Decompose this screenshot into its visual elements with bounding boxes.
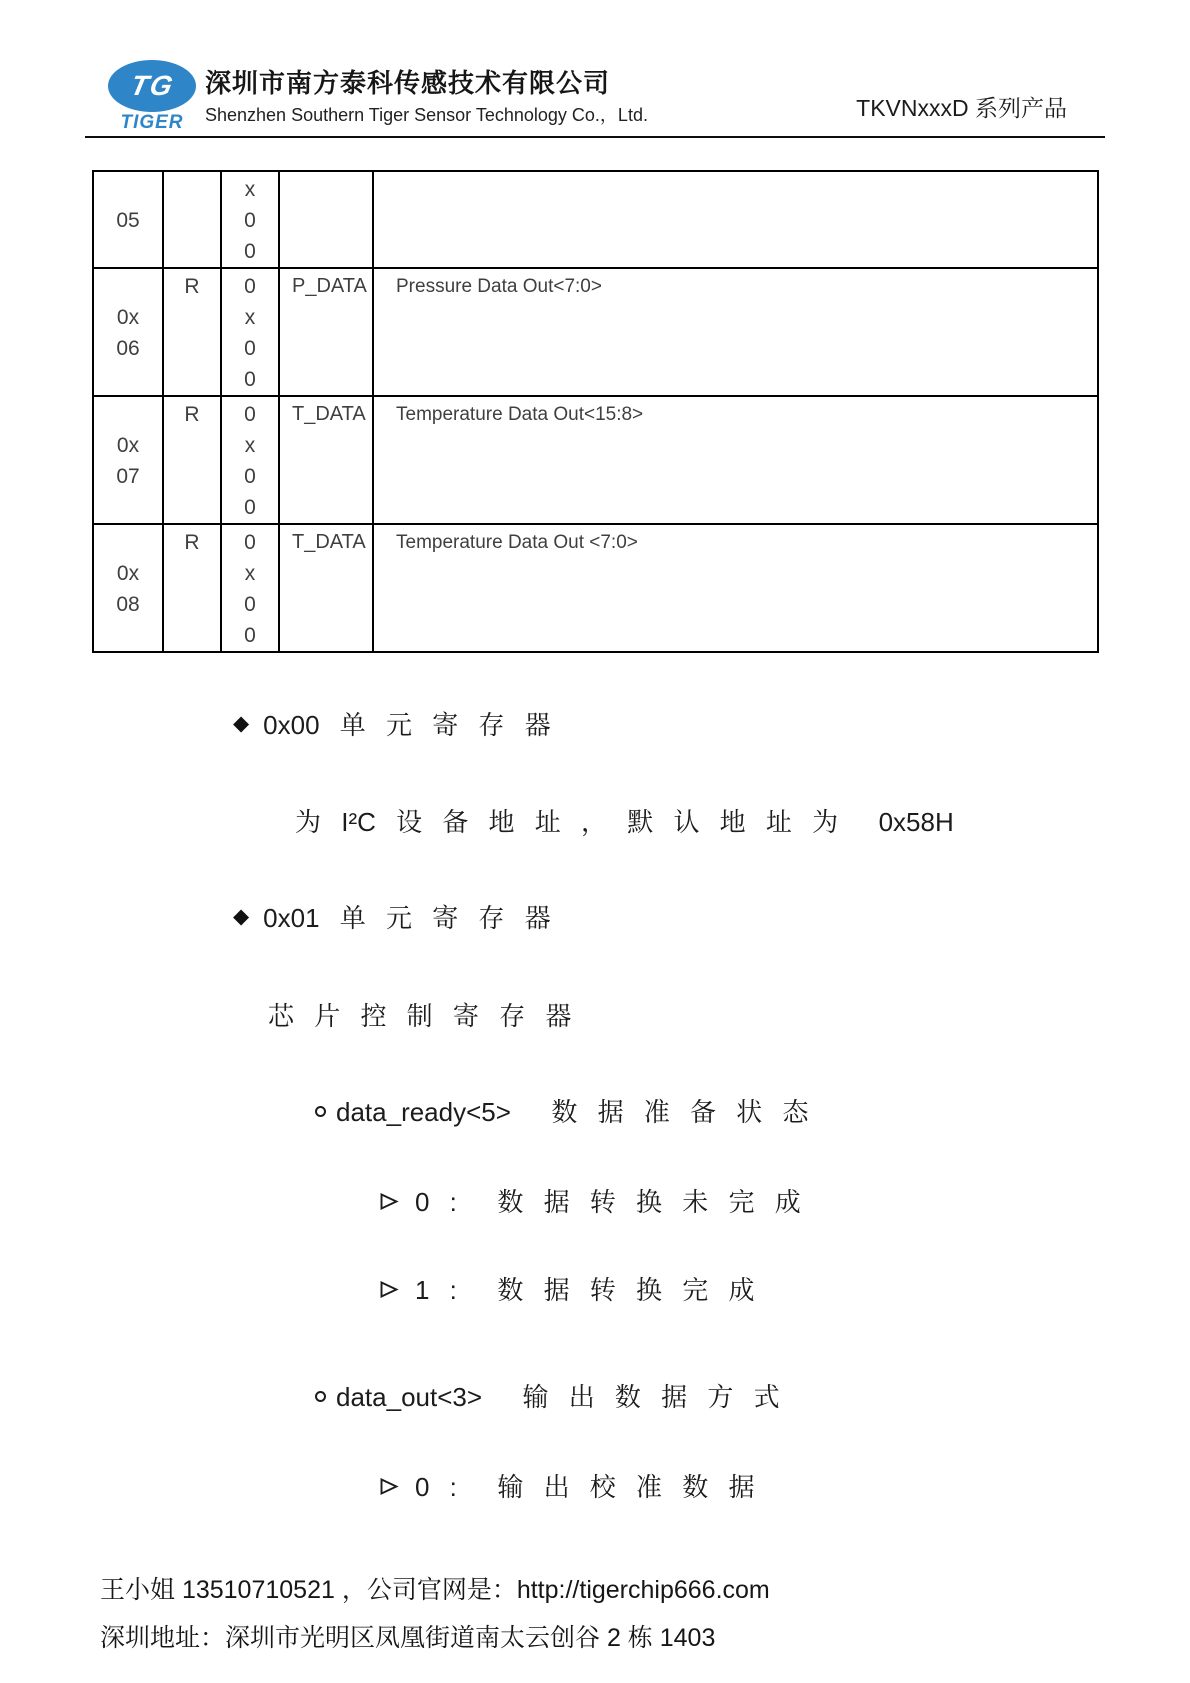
sub-bullet-value-0: 0 : 数 据 转 换 未 完 成 [378,1183,801,1217]
cell-address: 0x 07 [93,396,163,524]
cell-description [373,171,1098,268]
table-row-0x05 [93,171,1098,268]
footer-contact [100,1566,770,1662]
body-text-i2c-address: 为 I²C 设 备 地 址 ， 默 认 地 址 为 0x58H [295,806,954,837]
cell-name: T_DATA [279,396,373,524]
arrowhead-icon [378,1191,399,1212]
cell-default: x 0 0 [221,171,279,268]
header-divider [85,136,1105,138]
company-name-chinese: 深圳市南方泰科传感技术有限公司 [205,68,611,98]
cell-description: Temperature Data Out<15:8> [373,396,1098,524]
product-series-label: TKVNxxxD 系列产品 [856,95,1067,121]
cell-description: Pressure Data Out<7:0> [373,268,1098,396]
diamond-icon: ◆ [233,711,250,735]
sub-bullet-data-out: data_out<3> 输 出 数 据 方 式 [315,1378,780,1412]
tiger-logo-tg-text: TG [127,70,177,101]
table-row-0x08 [93,524,1098,652]
table-row-0x06 [93,268,1098,396]
sub-bullet-data-ready: data_ready<5> 数 据 准 备 状 态 [315,1093,809,1127]
company-name-english: Shenzhen Southern Tiger Sensor Technology Co.，Ltd. [205,105,648,125]
cell-rw: R [163,524,221,652]
footer-address-line: 深圳地址：深圳市光明区凤凰街道南太云创谷 2 栋 1403 [100,1624,716,1652]
cell-rw [163,171,221,268]
table-row-0x07 [93,396,1098,524]
circle-bullet-icon [315,1391,326,1402]
section-heading-0x00: ◆ 0x00 单 元 寄 存 器 [233,709,551,740]
cell-default: 0 x 0 0 [221,396,279,524]
tiger-logo-wordmark: TIGER [120,112,184,133]
cell-description: Temperature Data Out <7:0> [373,524,1098,652]
cell-name: T_DATA [279,524,373,652]
footer-contact-line: 王小姐 13510710521 ，公司官网是：http://tigerchip666.com [100,1576,770,1604]
cell-default: 0 x 0 0 [221,268,279,396]
cell-rw: R [163,268,221,396]
tiger-logo-ellipse-icon [108,60,196,112]
circle-bullet-icon [315,1106,326,1117]
diamond-icon: ◆ [233,904,250,928]
cell-default: 0 x 0 0 [221,524,279,652]
arrowhead-icon [378,1476,399,1497]
cell-name: P_DATA [279,268,373,396]
section-heading-0x01: ◆ 0x01 单 元 寄 存 器 [233,902,551,933]
register-table [92,170,1099,653]
sub-bullet-value-0-calibrated: 0 : 输 出 校 准 数 据 [378,1468,754,1502]
body-text-chip-control: 芯 片 控 制 寄 存 器 [268,1000,572,1031]
cell-address: 0x 08 [93,524,163,652]
cell-rw: R [163,396,221,524]
cell-name [279,171,373,268]
cell-address: 0x 06 [93,268,163,396]
cell-address: 05 [93,171,163,268]
arrowhead-icon [378,1279,399,1300]
sub-bullet-value-1: 1 : 数 据 转 换 完 成 [378,1271,754,1305]
